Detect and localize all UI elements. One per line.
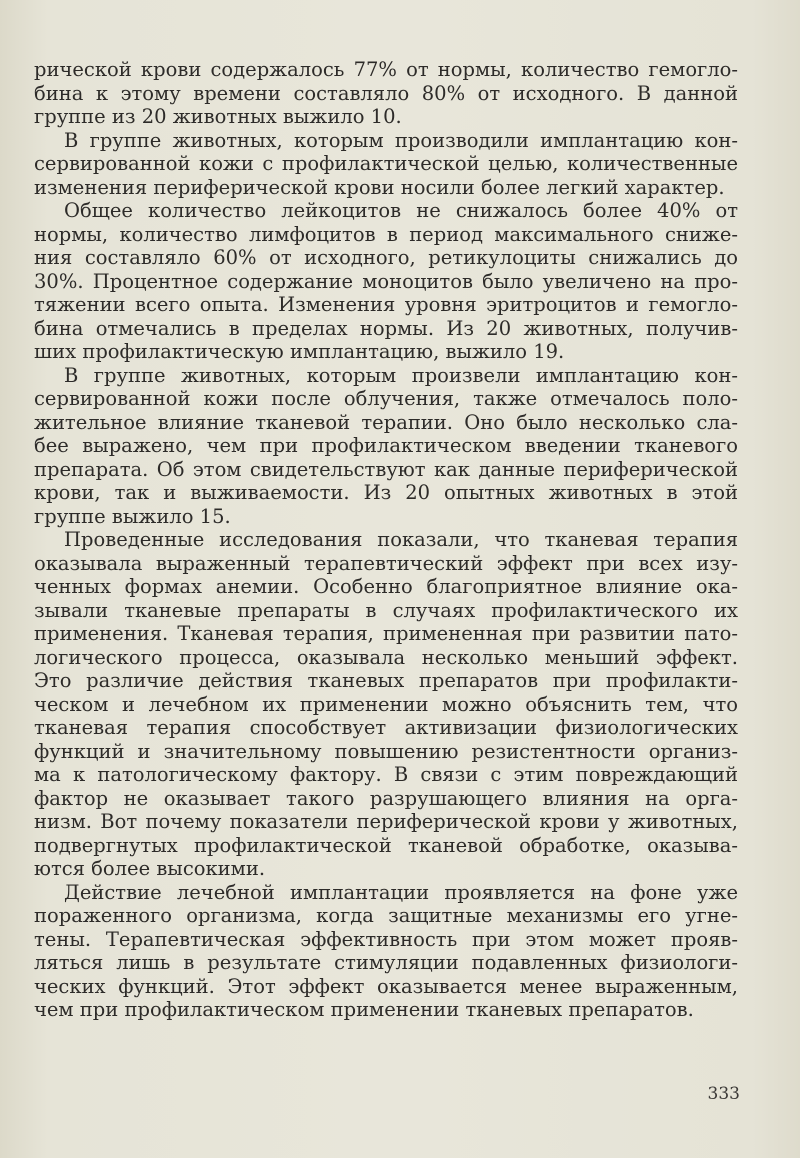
text-line: фактор не оказывает такого разрушающего влияния на орга- [34, 786, 738, 810]
text-line: группе из 20 животных выжило 10. [34, 105, 402, 128]
text-line: Действие лечебной имплантации проявляется на фоне уже [64, 880, 738, 904]
text-line: препарата. Об этом свидетельствуют как данные периферической [34, 457, 738, 481]
text-line: В группе животных, которым производили имплантацию кон- [64, 128, 738, 152]
text-line: тены. Терапевтическая эффективность при этом может прояв- [34, 927, 738, 951]
text-line: низм. Вот почему показатели периферической крови у животных, [34, 810, 738, 833]
text-line: пораженного организма, когда защитные механизмы его угне- [34, 904, 738, 927]
text-line: бее выражено, чем при профилактическом введении тканевого [34, 434, 738, 457]
text-line: ются более высокими. [34, 857, 266, 880]
text-line: ляться лишь в результате стимуляции подавленных физиологи- [34, 951, 738, 974]
text-line: ченных формах анемии. Особенно благоприятное влияние ока- [34, 575, 738, 598]
text-line: чем при профилактическом применении тканевых препаратов. [34, 998, 694, 1021]
body-text [34, 58, 738, 1022]
text-line: сервированной кожи с профилактической целью, количественные [34, 152, 738, 175]
text-line: Общее количество лейкоцитов не снижалось более 40% от [64, 199, 738, 222]
text-line: логического процесса, оказывала несколько меньший эффект. [34, 645, 738, 669]
text-line: крови, так и выживаемости. Из 20 опытных животных в этой [34, 481, 738, 504]
text-line: ческом и лечебном их применении можно объяснить тем, что [34, 692, 738, 716]
page-number: 333 [707, 1084, 740, 1104]
text-line: бина к этому времени составляло 80% от исходного. В данной [34, 81, 738, 105]
text-line: изменения периферической крови носили более легкий характер. [34, 175, 725, 199]
text-line: ма к патологическому фактору. В связи с этим повреждающий [34, 763, 738, 786]
text-line: оказывала выраженный терапевтический эффект при всех изу- [34, 551, 738, 575]
text-line: тяжении всего опыта. Изменения уровня эритроцитов и гемогло- [34, 293, 738, 316]
text-line: жительное влияние тканевой терапии. Оно было несколько сла- [34, 410, 738, 434]
text-line: функций и значительному повышению резистентности организ- [34, 739, 738, 763]
text-line: Это различие действия тканевых препаратов при профилакти- [34, 669, 738, 692]
text-line: ния составляло 60% от исходного, ретикулоциты снижались до [34, 246, 738, 269]
text-line: рической крови содержалось 77% от нормы, количество гемогло- [34, 58, 738, 81]
text-line: подвергнутых профилактической тканевой обработке, оказыва- [34, 833, 738, 857]
text-line: тканевая терапия способствует активизации физиологических [34, 716, 738, 739]
text-line: бина отмечались в пределах нормы. Из 20 животных, получив- [34, 316, 738, 340]
text-line: применения. Тканевая терапия, примененная при развитии пато- [34, 622, 738, 645]
text-line: В группе животных, которым произвели имплантацию кон- [64, 363, 738, 387]
text-line: нормы, количество лимфоцитов в период максимального сниже- [34, 222, 738, 246]
text-line: 30%. Процентное содержание моноцитов было увеличено на про- [34, 269, 738, 293]
text-line: сервированной кожи после облучения, также отмечалось поло- [34, 387, 738, 410]
text-line: ших профилактическую имплантацию, выжило 19. [34, 340, 565, 363]
text-line: группе выжило 15. [34, 504, 231, 528]
text-line: Проведенные исследования показали, что тканевая терапия [64, 528, 738, 551]
text-line: ческих функций. Этот эффект оказывается менее выраженным, [34, 974, 738, 998]
text-line: зывали тканевые препараты в случаях профилактического их [34, 598, 738, 622]
